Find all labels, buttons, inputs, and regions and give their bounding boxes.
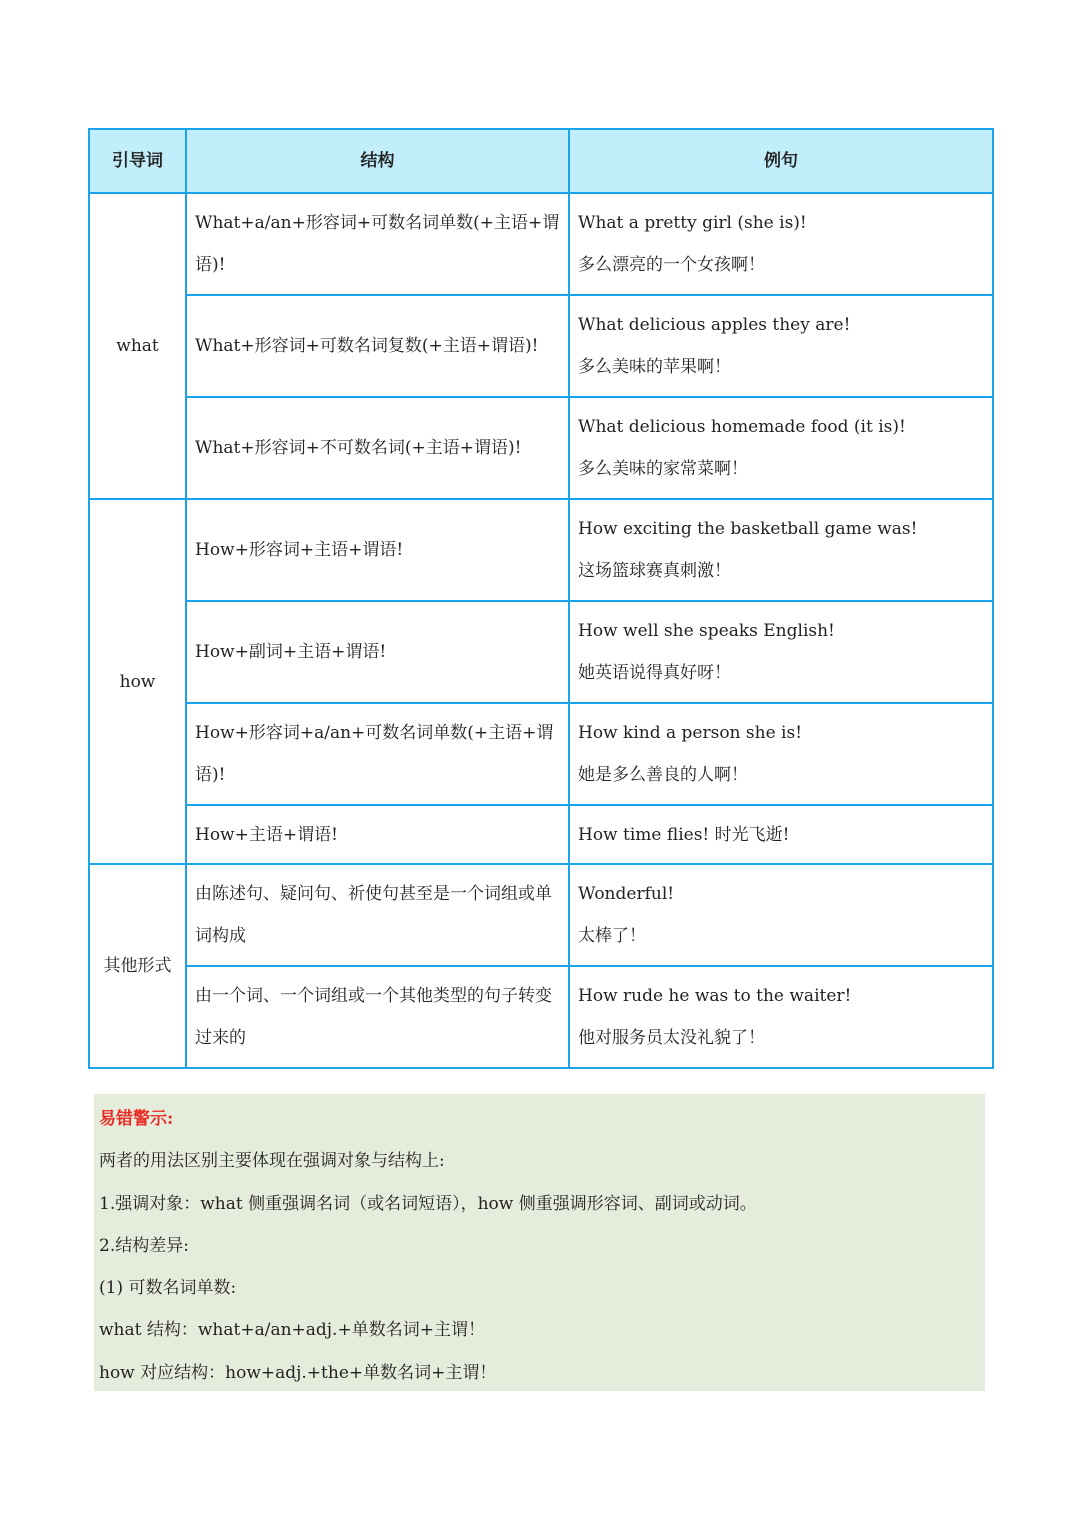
- structure-cell: How+形容词+a/an+可数名词单数(+主语+谓语)!: [186, 703, 569, 805]
- warning-line: 2.结构差异:: [99, 1235, 189, 1256]
- example-chinese: 她是多么善良的人啊！: [578, 765, 748, 785]
- structure-cell: What+形容词+不可数名词(+主语+谓语)!: [186, 397, 569, 499]
- header-structure: 结构: [186, 129, 569, 193]
- table-row: [89, 601, 993, 703]
- table-row: [89, 295, 993, 397]
- table-header-row: [89, 129, 993, 193]
- table-row: [89, 499, 993, 601]
- warning-title: 易错警示:: [99, 1109, 174, 1129]
- structure-cell: 由一个词、一个词组或一个其他类型的句子转变过来的: [186, 966, 569, 1068]
- structure-cell: 由陈述句、疑问句、祈使句甚至是一个词组或单词构成: [186, 864, 569, 966]
- example-cell: [569, 499, 993, 601]
- warning-line: 1.强调对象：what 侧重强调名词（或名词短语），how 侧重强调形容词、副词或动词。: [99, 1193, 757, 1214]
- example-english: How kind a person she is!: [578, 723, 803, 743]
- example-english: What delicious homemade food (it is)!: [578, 417, 906, 437]
- example-cell: [569, 193, 993, 295]
- grammar-table: [88, 128, 994, 1069]
- example-english: What delicious apples they are!: [578, 315, 851, 335]
- example-chinese: 多么美味的家常菜啊！: [578, 459, 748, 479]
- example-chinese: 太棒了！: [578, 926, 646, 946]
- warning-line: 两者的用法区别主要体现在强调对象与结构上:: [99, 1151, 445, 1172]
- example-english: How rude he was to the waiter!: [578, 986, 852, 1006]
- example-cell: [569, 295, 993, 397]
- table-row: [89, 864, 993, 966]
- example-chinese: 她英语说得真好呀！: [578, 663, 731, 683]
- example-chinese: 这场篮球赛真刺激！: [578, 561, 731, 581]
- example-cell: [569, 601, 993, 703]
- example-english: How time flies! 时光飞逝!: [578, 824, 790, 845]
- example-english: How well she speaks English!: [578, 621, 835, 641]
- example-cell: [569, 864, 993, 966]
- example-chinese: 多么漂亮的一个女孩啊！: [578, 255, 765, 275]
- example-english: What a pretty girl (she is)!: [578, 213, 807, 233]
- table-row: [89, 397, 993, 499]
- structure-cell: What+a/an+形容词+可数名词单数(+主语+谓语)!: [186, 193, 569, 295]
- warning-box: [94, 1094, 985, 1391]
- structure-cell: What+形容词+可数名词复数(+主语+谓语)!: [186, 295, 569, 397]
- example-english: Wonderful!: [578, 884, 675, 904]
- table-row: [89, 966, 993, 1068]
- example-chinese: 他对服务员太没礼貌了！: [578, 1028, 765, 1048]
- lead-word-other-forms: 其他形式: [89, 864, 186, 1068]
- example-cell: [569, 805, 993, 864]
- example-english: How exciting the basketball game was!: [578, 519, 918, 539]
- warning-line: what 结构：what+a/an+adj.+单数名词+主谓！: [99, 1320, 485, 1341]
- structure-cell: How+副词+主语+谓语!: [186, 601, 569, 703]
- header-example: 例句: [569, 129, 993, 193]
- table-row: [89, 805, 993, 864]
- lead-word-how: how: [89, 499, 186, 864]
- lead-word-what: what: [89, 193, 186, 499]
- warning-line: (1) 可数名词单数:: [99, 1278, 237, 1299]
- example-chinese: 多么美味的苹果啊！: [578, 357, 731, 377]
- example-cell: [569, 966, 993, 1068]
- structure-cell: How+形容词+主语+谓语!: [186, 499, 569, 601]
- header-lead-word: 引导词: [89, 129, 186, 193]
- table-row: [89, 193, 993, 295]
- structure-cell: How+主语+谓语!: [186, 805, 569, 864]
- warning-line: how 对应结构：how+adj.+the+单数名词+主谓！: [99, 1362, 497, 1383]
- example-cell: [569, 703, 993, 805]
- example-cell: [569, 397, 993, 499]
- table-row: [89, 703, 993, 805]
